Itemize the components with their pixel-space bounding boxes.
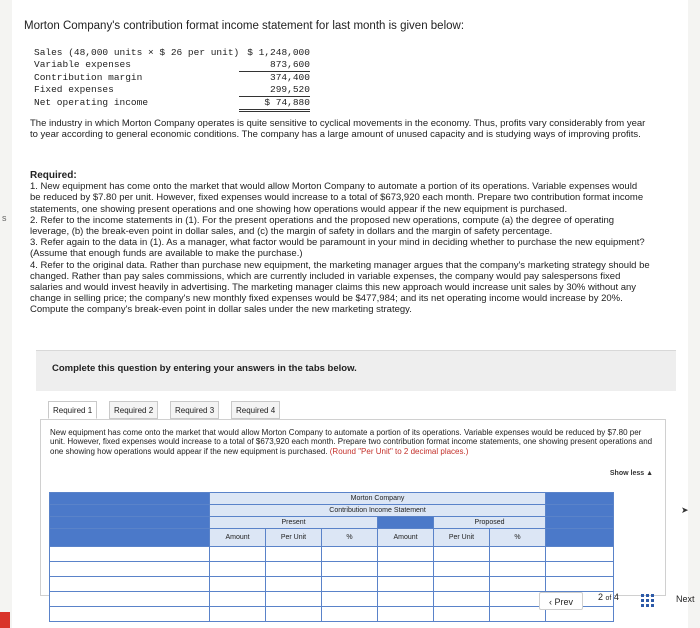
answer-cell[interactable] (434, 562, 490, 577)
header-cell (50, 505, 210, 517)
chevron-left-icon: ‹ (548, 597, 552, 607)
answer-cell[interactable] (210, 547, 266, 562)
answer-input[interactable] (210, 577, 265, 591)
answer-input[interactable] (378, 562, 433, 576)
answer-input[interactable] (322, 577, 377, 591)
answer-cell[interactable] (266, 577, 322, 592)
round-note: (Round "Per Unit" to 2 decimal places.) (329, 446, 469, 456)
answer-cell[interactable] (490, 547, 546, 562)
answer-input[interactable] (210, 547, 265, 561)
statement-value: 299,520 (239, 84, 310, 97)
required-heading: Required: (30, 170, 77, 181)
answer-cell[interactable] (322, 577, 378, 592)
answer-input[interactable] (434, 547, 489, 561)
answer-cell[interactable] (490, 592, 546, 607)
answer-cell[interactable] (546, 577, 614, 592)
tab-required-3[interactable]: Required 3 (170, 401, 219, 419)
answer-input[interactable] (546, 562, 613, 576)
answer-input[interactable] (434, 577, 489, 591)
row-label-cell[interactable] (50, 562, 210, 577)
statement-label: Net operating income (34, 96, 149, 108)
answer-input[interactable] (434, 592, 489, 606)
answer-cell[interactable] (434, 577, 490, 592)
required-item-4: 4. Refer to the original data. Rather than purchase new equipment, the marketing manager argues that the company's marketing strategy should be changed. Rather than pay sales commissions, which are currently included in variable expenses, the company would pay salespersons fixed salaries and would invest heavily in advertising. The marketing manager claims this new approach would increase unit sales by 30% without any change in selling price; the company's new monthly fixed expenses would be $477,984; and its net operating income would increase by 20%. Compute the company's break-even point in dollar sales under the new marketing strategy. (30, 259, 650, 316)
answer-cell[interactable] (322, 547, 378, 562)
statement-value: $ 1,248,000 (247, 47, 310, 58)
col-present-percent: % (322, 529, 378, 547)
answer-cell[interactable] (546, 547, 614, 562)
proposed-header: Proposed (434, 517, 546, 529)
row-label-cell[interactable] (50, 577, 210, 592)
answer-cell[interactable] (210, 607, 266, 622)
grid-view-icon[interactable] (641, 594, 654, 607)
present-header: Present (210, 517, 378, 529)
statement-value: 873,600 (239, 59, 310, 72)
answer-cell[interactable] (378, 547, 434, 562)
answer-cell[interactable] (322, 592, 378, 607)
header-cell (546, 529, 614, 547)
table-row (50, 577, 614, 592)
col-proposed-percent: % (490, 529, 546, 547)
answer-input[interactable] (378, 577, 433, 591)
income-statement-grid (49, 492, 614, 622)
answer-cell[interactable] (378, 592, 434, 607)
answer-cell[interactable] (378, 607, 434, 622)
row-label-input[interactable] (50, 607, 209, 621)
answer-cell[interactable] (434, 607, 490, 622)
answer-input[interactable] (490, 592, 545, 606)
row-label-input[interactable] (50, 547, 209, 561)
intro-text: Morton Company's contribution format income statement for last month is given below: (24, 20, 465, 32)
answer-card (40, 419, 666, 596)
statement-row (34, 59, 310, 72)
header-cell (50, 529, 210, 547)
required-section (30, 170, 650, 316)
statement-label: Contribution margin (34, 71, 143, 83)
prev-label: Prev (554, 597, 574, 607)
table-row (50, 592, 614, 607)
answer-input[interactable] (490, 547, 545, 561)
answer-input[interactable] (266, 607, 321, 621)
instructions-panel (36, 350, 676, 391)
col-present-amount: Amount (210, 529, 266, 547)
answer-input[interactable] (210, 607, 265, 621)
col-proposed-amount: Amount (378, 529, 434, 547)
prev-button[interactable] (539, 592, 583, 610)
card-text: New equipment has come onto the market that would allow Morton Company to automate a portion of its operations. Variable expenses would be reduced by $7.80 per unit. However, fixed expenses would increase to a total of $673,920 each month. Prepare two contribution format income statements, one showing present operations and one showing how operations would appear if the new equipment is purchased. (50, 428, 653, 456)
tab-required-4[interactable]: Required 4 (231, 401, 280, 419)
statement-label: Variable expenses (34, 59, 131, 70)
required-item-3: 3. Refer again to the data in (1). As a manager, what factor would be paramount in your mind in deciding whether to purchase the new equipment? (Assume that enough funds are available to make the purchase.) (30, 237, 645, 260)
answer-input[interactable] (266, 562, 321, 576)
page-current: 2 (598, 592, 604, 602)
answer-input[interactable] (322, 547, 377, 561)
answer-cell[interactable] (210, 592, 266, 607)
statement-label: Sales (48,000 units × $ 26 per unit) (34, 47, 240, 58)
answer-input[interactable] (434, 562, 489, 576)
answer-input[interactable] (266, 592, 321, 606)
required-item-2: 2. Refer to the income statements in (1). For the present operations and the proposed new operations, compute (a) the degree of operating leverage, (b) the break-even point in dollar sales, and (c) the margin of safety in dollars and the margin of safety percentage. (30, 214, 615, 238)
col-present-per-unit: Per Unit (266, 529, 322, 547)
row-label-cell[interactable] (50, 592, 210, 607)
answer-cell[interactable] (210, 562, 266, 577)
answer-input[interactable] (546, 547, 613, 561)
next-button[interactable]: Next (676, 594, 695, 604)
answer-input[interactable] (322, 562, 377, 576)
answer-input[interactable] (490, 562, 545, 576)
required-item-1: 1. New equipment has come onto the market that would allow Morton Company to automate a portion of its operations. Variable expenses would be reduced by $7.80 per unit. However, fixed expenses would increase to a total of $673,920 each month. Prepare two contribution format income statements, one showing present operations and one showing how operations would appear if the new equipment is purchased. (30, 181, 644, 215)
page-of: of (605, 595, 612, 602)
answer-input[interactable] (210, 562, 265, 576)
answer-cell[interactable] (266, 607, 322, 622)
answer-cell[interactable] (490, 562, 546, 577)
page-total: 4 (613, 592, 619, 602)
header-cell (50, 493, 210, 505)
header-cell (546, 493, 614, 505)
answer-cell[interactable] (434, 547, 490, 562)
tab-required-1[interactable]: Required 1 (48, 401, 97, 419)
header-cell (546, 517, 614, 529)
tab-required-2[interactable]: Required 2 (109, 401, 158, 419)
answer-cell[interactable] (434, 592, 490, 607)
statement-label: Fixed expenses (34, 84, 114, 95)
table-row (50, 607, 614, 622)
header-cell (378, 517, 434, 529)
answer-input[interactable] (378, 547, 433, 561)
answer-input[interactable] (490, 577, 545, 591)
answer-cell[interactable] (490, 577, 546, 592)
table-row (50, 562, 614, 577)
page-indicator (598, 592, 619, 602)
answer-cell[interactable] (266, 592, 322, 607)
answer-input[interactable] (546, 577, 613, 591)
answer-input[interactable] (322, 592, 377, 606)
answer-cell[interactable] (322, 562, 378, 577)
row-label-cell[interactable] (50, 547, 210, 562)
answer-cell[interactable] (378, 562, 434, 577)
answer-cell[interactable] (266, 547, 322, 562)
col-proposed-per-unit: Per Unit (434, 529, 490, 547)
statement-row (34, 97, 310, 111)
table-title: Contribution Income Statement (210, 505, 546, 517)
answer-input[interactable] (210, 592, 265, 606)
answer-input[interactable] (434, 607, 489, 621)
row-label-input[interactable] (50, 592, 209, 606)
show-less-button[interactable]: Show less ▲ (609, 470, 653, 477)
answer-cell[interactable] (266, 562, 322, 577)
row-label-input[interactable] (50, 577, 209, 591)
table-company: Morton Company (210, 493, 546, 505)
side-mark: s (2, 213, 7, 223)
statement-row (34, 84, 310, 97)
row-label-cell[interactable] (50, 607, 210, 622)
answer-input[interactable] (378, 607, 433, 621)
instructions-text: Complete this question by entering your answers in the tabs below. (52, 363, 357, 374)
answer-cell[interactable] (322, 607, 378, 622)
header-cell (546, 505, 614, 517)
answer-input[interactable] (378, 592, 433, 606)
statement-value: 374,400 (270, 72, 310, 83)
header-cell (50, 517, 210, 529)
answer-input[interactable] (322, 607, 377, 621)
income-statement (34, 47, 310, 112)
table-row (50, 547, 614, 562)
answer-input[interactable] (490, 607, 545, 621)
industry-paragraph: The industry in which Morton Company operates is quite sensitive to cyclical movements in the economy. Thus, profits vary considerably from year to year according to general economic conditions. The company has a large amount of unused capacity and is studying ways of improving profits. (30, 118, 646, 141)
statement-row (34, 47, 310, 59)
answer-cell[interactable] (378, 577, 434, 592)
row-label-input[interactable] (50, 562, 209, 576)
answer-cell[interactable] (490, 607, 546, 622)
accent-bar (0, 612, 10, 628)
pointer-cursor-icon: ➤ (681, 505, 689, 515)
answer-input[interactable] (266, 577, 321, 591)
answer-cell[interactable] (546, 562, 614, 577)
statement-row (34, 72, 310, 85)
statement-value: $ 74,880 (239, 97, 310, 111)
answer-cell[interactable] (210, 577, 266, 592)
answer-input[interactable] (266, 547, 321, 561)
card-instructions (50, 428, 658, 456)
